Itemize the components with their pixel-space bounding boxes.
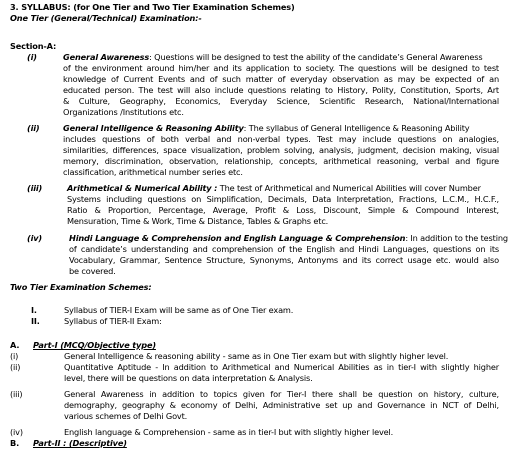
item-number: (iv) [10,427,23,437]
part-b-title: Part-II : (Descriptive) [33,438,127,448]
body-line: knowledge of Current Events and of such matter of everyday observation as may be expected of an [63,74,499,84]
general-awareness-line: General Awareness: Questions will be designed to test the ability of the candidate’s General Awareness [63,52,483,62]
part-b-label: B. [10,438,20,448]
item-number: (ii) [27,123,40,133]
body-line: similarities, differences, space visualization, problem solving, analysis, judgment, decision making, visual [63,145,499,155]
item-title: General Awareness [63,52,150,62]
tier-number: II. [31,316,40,326]
body-line: Quantitative Aptitude - In addition to Arithmetical and Numerical Abilities as in tier-I with slightly higher [64,362,499,372]
tier-text: Syllabus of TIER-I Exam will be same as of One Tier exam. [64,305,294,315]
item-number: (iii) [27,183,43,193]
body-line: demography, geography & economy of Delhi, Administrative set up and Governance in NCT of Delhi, [64,400,499,410]
part-a-label: A. [10,340,20,350]
body-line: Mensuration, Time & Work, Time & Distance, Tables & Graphs etc. [67,216,329,226]
item-number: (i) [10,351,19,361]
language-line: Hindi Language & Comprehension and English Language & Comprehension: In addition to the testing [69,233,508,243]
item-number: (iv) [27,233,43,243]
part-a-title: Part-I (MCQ/Objective type) [33,340,156,350]
body-line: of the environment around him/her and its application to society. The questions will be designed to test [63,63,499,73]
body-line: General Awareness in addition to topics given for Tier-I there shall be question on history, culture, [64,389,499,399]
body-line: be covered. [69,266,116,276]
tier-text: Syllabus of TIER-II Exam: [64,316,162,326]
body-line: General Intelligence & reasoning ability - same as in One Tier exam but with slightly higher level. [64,351,449,361]
arithmetical-line: Arithmetical & Numerical Ability : The test of Arithmetical and Numerical Abilities will cover Number [67,183,481,193]
section-a-label: Section-A: [10,41,57,51]
item-title: General Intelligence & Reasoning Ability [63,123,244,133]
item-title: Arithmetical & Numerical Ability : [67,183,218,193]
body-line: educated person. The test will also include questions relating to History, Polity, Constitution, Sports, Art [63,85,499,95]
body-line: various schemes of Delhi Govt. [64,411,188,421]
body-line: level, there will be questions on data interpretation & Analysis. [64,373,313,383]
body-line: includes questions of both verbal and non-verbal types. Test may include questions on analogies, [63,134,499,144]
body-line: English language & Comprehension - same as in tier-I but with slightly higher level. [64,427,394,437]
two-tier-heading: Two Tier Examination Schemes: [10,282,152,292]
body-line: Ratio & Proportion, Percentage, Average, Profit & Loss, Discount, Simple & Compound Interest, [67,205,499,215]
item-number: (ii) [10,362,21,372]
general-intelligence-line: General Intelligence & Reasoning Ability: The syllabus of General Intelligence & Reasoning Ability [63,123,470,133]
one-tier-heading: One Tier (General/Technical) Examination:- [10,13,202,23]
body-line: Vocabulary, Grammar, Sentence Structure, Synonyms, Antonyms and its correct usage etc. would also [69,255,499,265]
body-line: memory, discrimination, observation, relationship, concepts, arithmetical reasoning, verbal and figure [63,156,499,166]
body-line: & Culture, Geography, Economics, Everyday Science, Scientific Research, National/International [63,96,499,106]
item-number: (iii) [10,389,23,399]
body-line: Organizations /Institutions etc. [63,107,184,117]
item-title: Hindi Language & Comprehension and English Language & Comprehension [69,233,406,243]
body-line: classification, arithmetical number series etc. [63,167,243,177]
body-line: of candidate’s understanding and comprehension of the English and Hindi Languages, questions on its [69,244,499,254]
item-number: (i) [27,52,37,62]
syllabus-heading: 3. SYLLABUS: (for One Tier and Two Tier Examination Schemes) [10,2,295,12]
tier-number: I. [31,305,37,315]
body-line: Systems including questions on Simplification, Decimals, Data Interpretation, Fractions, L.C.M., H.C.F., [67,194,499,204]
